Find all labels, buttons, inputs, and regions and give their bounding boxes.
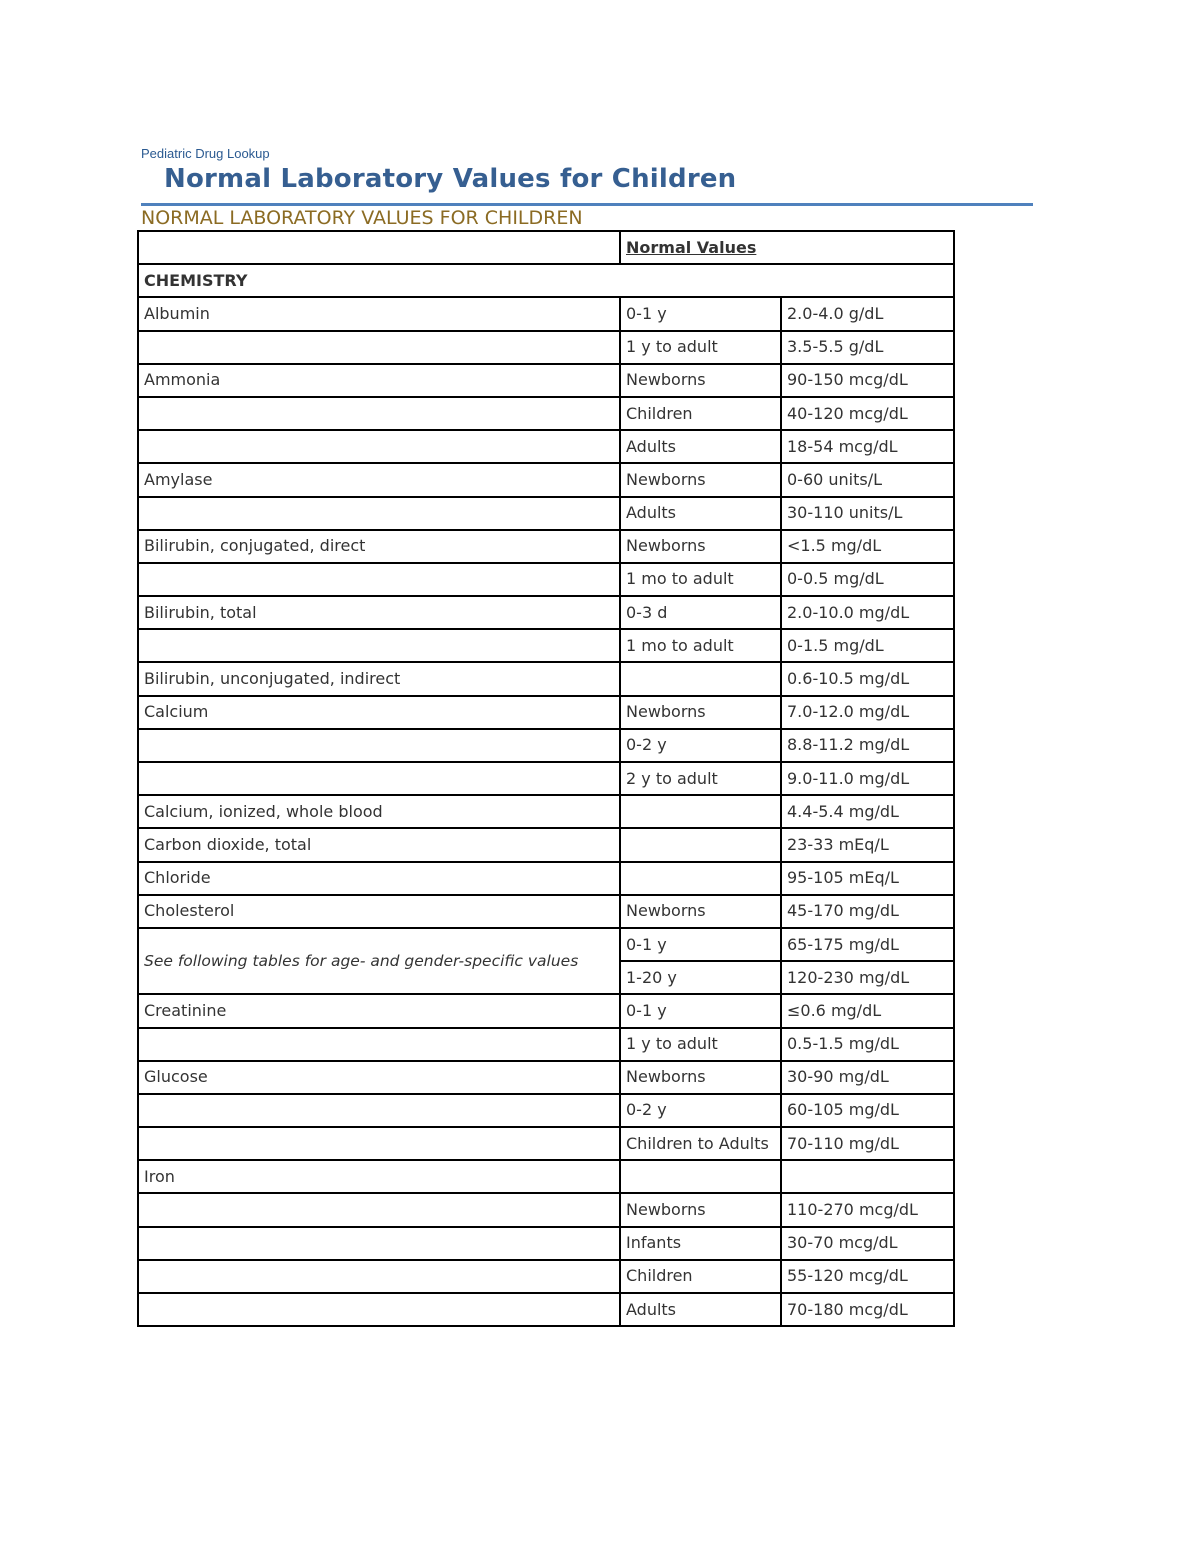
normal-value-cell: 95-105 mEq/L (781, 862, 954, 895)
test-name-cell: Bilirubin, unconjugated, indirect (138, 662, 620, 695)
normal-value-cell: 7.0-12.0 mg/dL (781, 696, 954, 729)
table-row (138, 596, 954, 629)
normal-value-cell: 40-120 mcg/dL (781, 397, 954, 430)
test-name-cell (138, 563, 620, 596)
age-group-cell: Newborns (620, 895, 781, 928)
age-group-cell (620, 1160, 781, 1193)
table-row (138, 364, 954, 397)
age-group-cell: 0-2 y (620, 1094, 781, 1127)
test-name-cell (138, 729, 620, 762)
section-cell (138, 264, 954, 297)
test-name-cell: Chloride (138, 862, 620, 895)
normal-value-cell: 23-33 mEq/L (781, 828, 954, 861)
normal-values-header (620, 231, 954, 264)
test-name-cell (138, 629, 620, 662)
age-group-cell (620, 795, 781, 828)
normal-value-cell: ≤0.6 mg/dL (781, 994, 954, 1027)
normal-value-cell: 0-60 units/L (781, 463, 954, 496)
test-name-cell: Calcium (138, 696, 620, 729)
table-row (138, 828, 954, 861)
normal-value-cell: 120-230 mg/dL (781, 961, 954, 994)
age-group-cell: 0-3 d (620, 596, 781, 629)
header-empty-cell (138, 231, 620, 264)
test-name-cell (138, 1260, 620, 1293)
table-row (138, 530, 954, 563)
table-row (138, 1293, 954, 1326)
age-group-cell: 2 y to adult (620, 762, 781, 795)
table-row (138, 430, 954, 463)
test-name-cell (138, 1028, 620, 1061)
age-group-cell: Newborns (620, 696, 781, 729)
table-row (138, 1193, 954, 1226)
table-header-row (138, 231, 954, 264)
table-row (138, 563, 954, 596)
age-group-cell (620, 862, 781, 895)
table-row (138, 696, 954, 729)
age-group-cell (620, 828, 781, 861)
age-group-cell: 1 y to adult (620, 331, 781, 364)
test-name-cell: Albumin (138, 297, 620, 330)
normal-value-cell: 110-270 mcg/dL (781, 1193, 954, 1226)
normal-value-cell: 2.0-10.0 mg/dL (781, 596, 954, 629)
normal-value-cell: 65-175 mg/dL (781, 928, 954, 961)
normal-value-cell: 2.0-4.0 g/dL (781, 297, 954, 330)
age-group-cell: Adults (620, 430, 781, 463)
age-group-cell: Newborns (620, 530, 781, 563)
normal-value-cell: 30-70 mcg/dL (781, 1227, 954, 1260)
test-name-cell (138, 397, 620, 430)
normal-value-cell: 45-170 mg/dL (781, 895, 954, 928)
site-kicker[interactable]: Pediatric Drug Lookup (141, 146, 270, 161)
normal-value-cell: 30-110 units/L (781, 497, 954, 530)
age-group-cell: Children (620, 1260, 781, 1293)
normal-value-cell: 70-180 mcg/dL (781, 1293, 954, 1326)
table-row (138, 662, 954, 695)
table-row (138, 331, 954, 364)
test-name-cell: Cholesterol (138, 895, 620, 928)
section-row (138, 264, 954, 297)
test-name-cell (138, 1127, 620, 1160)
normal-value-cell: 18-54 mcg/dL (781, 430, 954, 463)
table-row (138, 1094, 954, 1127)
age-group-cell: 1 mo to adult (620, 563, 781, 596)
normal-value-cell: 60-105 mg/dL (781, 1094, 954, 1127)
normal-value-cell: 0.6-10.5 mg/dL (781, 662, 954, 695)
normal-value-cell: 0-1.5 mg/dL (781, 629, 954, 662)
normal-value-cell: 0-0.5 mg/dL (781, 563, 954, 596)
age-group-cell: Newborns (620, 364, 781, 397)
table-row (138, 397, 954, 430)
test-name-cell (138, 497, 620, 530)
age-group-cell: 0-1 y (620, 297, 781, 330)
age-group-cell: Adults (620, 1293, 781, 1326)
test-name-cell: Glucose (138, 1061, 620, 1094)
test-name-cell: See following tables for age- and gender-specific values (138, 928, 620, 994)
normal-value-cell: 55-120 mcg/dL (781, 1260, 954, 1293)
table-row (138, 1061, 954, 1094)
age-group-cell: Children to Adults (620, 1127, 781, 1160)
table-row (138, 1160, 954, 1193)
section-label: CHEMISTRY (144, 270, 248, 290)
test-name-cell (138, 1227, 620, 1260)
normal-values-label: Normal Values (626, 237, 757, 257)
table-row (138, 463, 954, 496)
normal-value-cell: 3.5-5.5 g/dL (781, 331, 954, 364)
page-title: Normal Laboratory Values for Children (164, 164, 737, 194)
table-row (138, 1127, 954, 1160)
age-group-cell: Newborns (620, 463, 781, 496)
table-row (138, 729, 954, 762)
age-group-cell: Newborns (620, 1193, 781, 1226)
table-row (138, 795, 954, 828)
test-name-cell (138, 1193, 620, 1226)
normal-value-cell: <1.5 mg/dL (781, 530, 954, 563)
normal-value-cell: 4.4-5.4 mg/dL (781, 795, 954, 828)
age-group-cell: Newborns (620, 1061, 781, 1094)
table-row (138, 762, 954, 795)
normal-value-cell (781, 1160, 954, 1193)
table-row (138, 297, 954, 330)
normal-value-cell: 30-90 mg/dL (781, 1061, 954, 1094)
section-heading: NORMAL LABORATORY VALUES FOR CHILDREN (141, 207, 583, 229)
test-name-cell (138, 430, 620, 463)
test-name-cell: Bilirubin, total (138, 596, 620, 629)
normal-value-cell: 9.0-11.0 mg/dL (781, 762, 954, 795)
test-name-cell (138, 1094, 620, 1127)
age-group-cell: 1 mo to adult (620, 629, 781, 662)
normal-value-cell: 90-150 mcg/dL (781, 364, 954, 397)
normal-value-cell: 70-110 mg/dL (781, 1127, 954, 1160)
test-name-cell: Amylase (138, 463, 620, 496)
test-name-cell: Iron (138, 1160, 620, 1193)
test-name-cell: Bilirubin, conjugated, direct (138, 530, 620, 563)
table-row (138, 1028, 954, 1061)
age-group-cell: 1-20 y (620, 961, 781, 994)
age-group-cell: 0-1 y (620, 994, 781, 1027)
age-group-cell (620, 662, 781, 695)
age-group-cell: 0-2 y (620, 729, 781, 762)
table-row (138, 994, 954, 1027)
title-divider (141, 203, 1033, 206)
age-group-cell: 0-1 y (620, 928, 781, 961)
normal-value-cell: 0.5-1.5 mg/dL (781, 1028, 954, 1061)
test-name-cell (138, 331, 620, 364)
test-name-cell: Calcium, ionized, whole blood (138, 795, 620, 828)
test-name-cell (138, 1293, 620, 1326)
lab-values-table (137, 230, 955, 1327)
test-name-cell (138, 762, 620, 795)
age-group-cell: Adults (620, 497, 781, 530)
test-name-cell: Ammonia (138, 364, 620, 397)
table-row (138, 862, 954, 895)
table-row (138, 629, 954, 662)
age-group-cell: Children (620, 397, 781, 430)
table-row (138, 497, 954, 530)
normal-value-cell: 8.8-11.2 mg/dL (781, 729, 954, 762)
table-row (138, 1227, 954, 1260)
table-row (138, 895, 954, 928)
age-group-cell: 1 y to adult (620, 1028, 781, 1061)
table-row (138, 1260, 954, 1293)
test-name-cell: Carbon dioxide, total (138, 828, 620, 861)
table-row (138, 928, 954, 961)
test-name-cell: Creatinine (138, 994, 620, 1027)
age-group-cell: Infants (620, 1227, 781, 1260)
